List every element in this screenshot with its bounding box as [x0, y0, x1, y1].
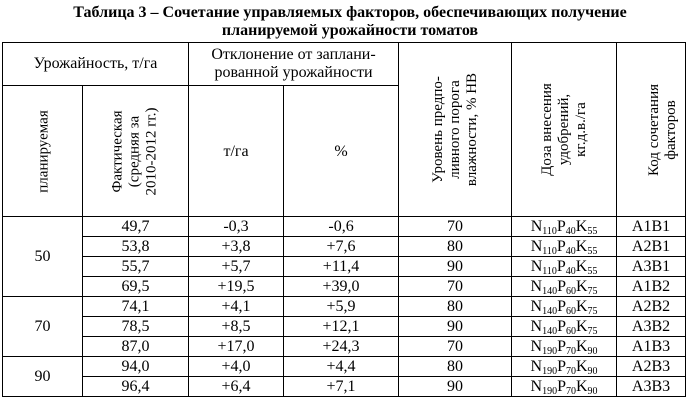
deviation-t-cell: +4,0	[189, 357, 284, 377]
actual-cell: 78,5	[83, 317, 189, 337]
deviation-percent-cell: +5,9	[284, 297, 399, 317]
deviation-percent-cell: +39,0	[284, 277, 399, 297]
deviation-percent-cell: +24,3	[284, 337, 399, 357]
moisture-cell: 80	[399, 297, 512, 317]
deviation-t-cell: +17,0	[189, 337, 284, 357]
header-planned-text: планируемая	[35, 110, 52, 193]
deviation-t-cell: +19,5	[189, 277, 284, 297]
table-row	[3, 337, 686, 357]
planned-value: 70	[3, 297, 83, 357]
deviation-t-cell: +3,8	[189, 237, 284, 257]
header-t-ha: т/га	[189, 86, 284, 217]
dose-cell: $N_{190}P_{70}K_{90}$	[512, 357, 617, 377]
code-cell: A3B2	[617, 317, 686, 337]
header-moisture-line-3: влажности, % НВ	[464, 72, 481, 187]
dose-cell: $N_{190}P_{70}K_{90}$	[512, 377, 617, 397]
deviation-t-cell: +8,5	[189, 317, 284, 337]
dose-cell: $N_{190}P_{70}K_{90}$	[512, 337, 617, 357]
code-cell: A3B3	[617, 377, 686, 397]
factors-table	[2, 42, 686, 397]
dose-cell: $N_{140}P_{60}K_{75}$	[512, 297, 617, 317]
table-row	[3, 297, 686, 317]
deviation-percent-cell: +12,1	[284, 317, 399, 337]
header-actual	[83, 86, 189, 217]
actual-cell: 96,4	[83, 377, 189, 397]
actual-cell: 74,1	[83, 297, 189, 317]
actual-cell: 94,0	[83, 357, 189, 377]
moisture-cell: 70	[399, 277, 512, 297]
header-moisture-line-1: Уровень предпо-	[430, 76, 447, 183]
deviation-percent-cell: +7,1	[284, 377, 399, 397]
deviation-percent-cell: -0,6	[284, 217, 399, 237]
header-percent: %	[284, 86, 399, 217]
planned-value: 90	[3, 357, 83, 397]
table-row	[3, 377, 686, 397]
header-planned	[3, 86, 83, 217]
header-dose	[512, 43, 617, 217]
header-dose-line-3: кг.д.в./га	[572, 102, 589, 157]
code-cell: A2B3	[617, 357, 686, 377]
dose-cell: $N_{110}P_{40}K_{55}$	[512, 257, 617, 277]
header-deviation-line-2: рованной урожайности	[214, 64, 373, 81]
planned-value: 50	[3, 217, 83, 297]
moisture-cell: 90	[399, 317, 512, 337]
deviation-percent-cell: +11,4	[284, 257, 399, 277]
table-row	[3, 357, 686, 377]
code-cell: A2B2	[617, 297, 686, 317]
dose-cell: $N_{140}P_{60}K_{75}$	[512, 317, 617, 337]
deviation-t-cell: +6,4	[189, 377, 284, 397]
deviation-percent-cell: +4,4	[284, 357, 399, 377]
table-row	[3, 217, 686, 237]
actual-cell: 69,5	[83, 277, 189, 297]
deviation-t-cell: -0,3	[189, 217, 284, 237]
moisture-cell: 70	[399, 337, 512, 357]
moisture-cell: 70	[399, 217, 512, 237]
header-moisture-line-2: ливного порога	[447, 80, 464, 179]
code-cell: A1B2	[617, 277, 686, 297]
code-cell: A1B3	[617, 337, 686, 357]
dose-cell: $N_{140}P_{60}K_{75}$	[512, 277, 617, 297]
deviation-t-cell: +5,7	[189, 257, 284, 277]
header-dose-line-2: удобрений,	[555, 93, 572, 166]
deviation-t-cell: +4,1	[189, 297, 284, 317]
actual-cell: 55,7	[83, 257, 189, 277]
actual-cell: 53,8	[83, 237, 189, 257]
header-code-line-2: факторов	[663, 99, 680, 160]
header-moisture	[399, 43, 512, 217]
header-actual-line-1: Фактическая	[110, 109, 127, 193]
header-code	[617, 43, 686, 217]
header-actual-line-2: (средняя за	[127, 115, 144, 187]
header-actual-line-3: 2010-2012 гг.)	[144, 106, 161, 196]
moisture-cell: 90	[399, 257, 512, 277]
moisture-cell: 80	[399, 357, 512, 377]
moisture-cell: 90	[399, 377, 512, 397]
deviation-percent-cell: +7,6	[284, 237, 399, 257]
header-deviation	[189, 43, 399, 86]
moisture-cell: 80	[399, 237, 512, 257]
table-row	[3, 317, 686, 337]
header-yield: Урожайность, т/га	[3, 43, 189, 86]
dose-cell: $N_{110}P_{40}K_{55}$	[512, 217, 617, 237]
header-code-line-1: Код сочетания	[646, 83, 663, 176]
header-dose-line-1: Доза внесения	[538, 83, 555, 176]
header-deviation-line-1: Отклонение от заплани-	[211, 46, 376, 63]
table-row	[3, 257, 686, 277]
table-row	[3, 277, 686, 297]
code-cell: A1B1	[617, 217, 686, 237]
code-cell: A3B1	[617, 257, 686, 277]
actual-cell: 87,0	[83, 337, 189, 357]
actual-cell: 49,7	[83, 217, 189, 237]
table-caption-line-2: планируемой урожайности томатов	[221, 22, 479, 39]
code-cell: A2B1	[617, 237, 686, 257]
table-caption-line-1: Таблица 3 – Сочетание управляемых факторов, обеспечивающих получение	[73, 4, 627, 21]
dose-cell: $N_{110}P_{40}K_{55}$	[512, 237, 617, 257]
table-row	[3, 237, 686, 257]
